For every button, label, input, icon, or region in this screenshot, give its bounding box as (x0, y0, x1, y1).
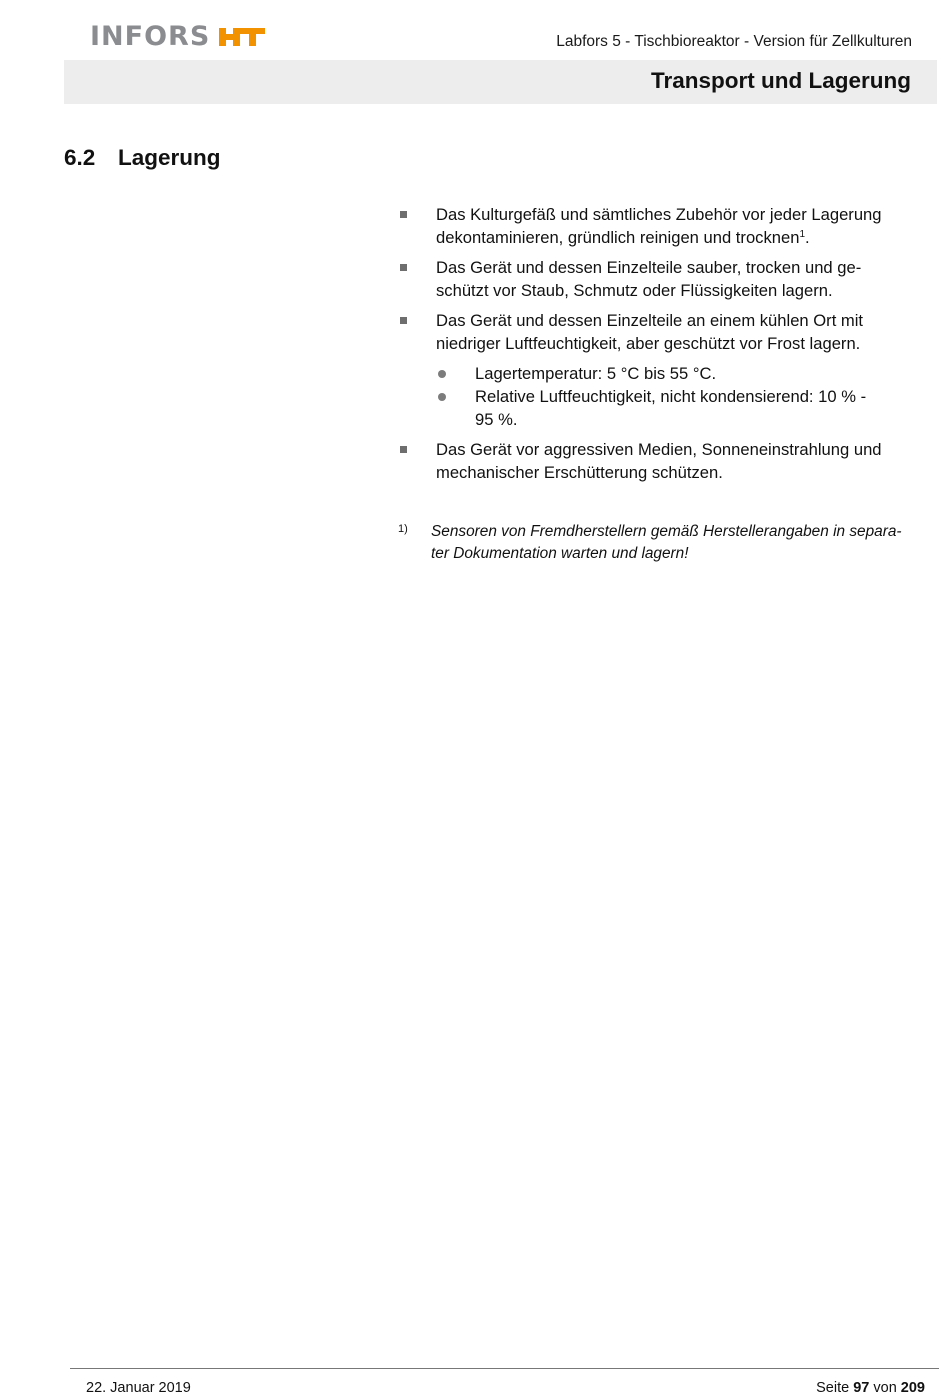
sub-list-item: Lagertemperatur: 5 °C bis 55 °C. (398, 362, 930, 385)
logo-text: INFORS (90, 21, 211, 52)
document-title: Labfors 5 - Tischbioreaktor - Version für Zellkulturen (556, 33, 912, 50)
footer-date: 22. Januar 2019 (86, 1380, 191, 1396)
round-bullet-icon (438, 370, 446, 378)
footnote (398, 521, 933, 565)
infors-ht-logo (90, 22, 266, 52)
square-bullet-icon (400, 446, 407, 453)
total-pages: 209 (900, 1380, 925, 1396)
storage-instructions-list (398, 203, 930, 491)
current-page: 97 (853, 1380, 870, 1396)
footnote-ref: 1 (799, 229, 806, 240)
list-item: Das Gerät vor aggressiven Medien, Sonneneinstrahlung und mechanischer Erschütterung schützen. (398, 438, 930, 484)
storage-conditions-sublist (398, 362, 930, 431)
list-item: Das Gerät und dessen Einzelteile sauber, trocken und ge- schützt vor Staub, Schmutz oder Flüssigkeiten lagern. (398, 256, 930, 302)
section-title: Lagerung (118, 145, 221, 170)
footnote-mark: 1) (398, 523, 408, 535)
section-heading (64, 145, 221, 171)
footer-divider (70, 1368, 939, 1369)
square-bullet-icon (400, 264, 407, 271)
infors-ht-logo-mark-icon (218, 24, 266, 50)
list-item: Das Gerät und dessen Einzelteile an einem kühlen Ort mit niedriger Luftfeuchtigkeit, aber geschützt vor Frost lagern. (398, 309, 930, 355)
list-item: Das Kulturgefäß und sämtliches Zubehör vor jeder Lagerung dekontaminieren, gründlich reinigen und trocknen$^1$. (398, 203, 930, 249)
section-number: 6.2 (64, 145, 96, 170)
square-bullet-icon (400, 317, 407, 324)
page-number: Seite 97 von 209 (816, 1380, 925, 1396)
round-bullet-icon (438, 393, 446, 401)
chapter-title: Transport und Lagerung (650, 68, 911, 93)
footnote-text: Sensoren von Fremdherstellern gemäß Herstellerangaben in separa- ter Dokumentation warten und lagern! (431, 523, 902, 562)
sub-list-item: Relative Luftfeuchtigkeit, nicht kondensierend: 10 % - 95 %. (398, 385, 930, 431)
chapter-header-bar (64, 60, 937, 104)
square-bullet-icon (400, 211, 407, 218)
